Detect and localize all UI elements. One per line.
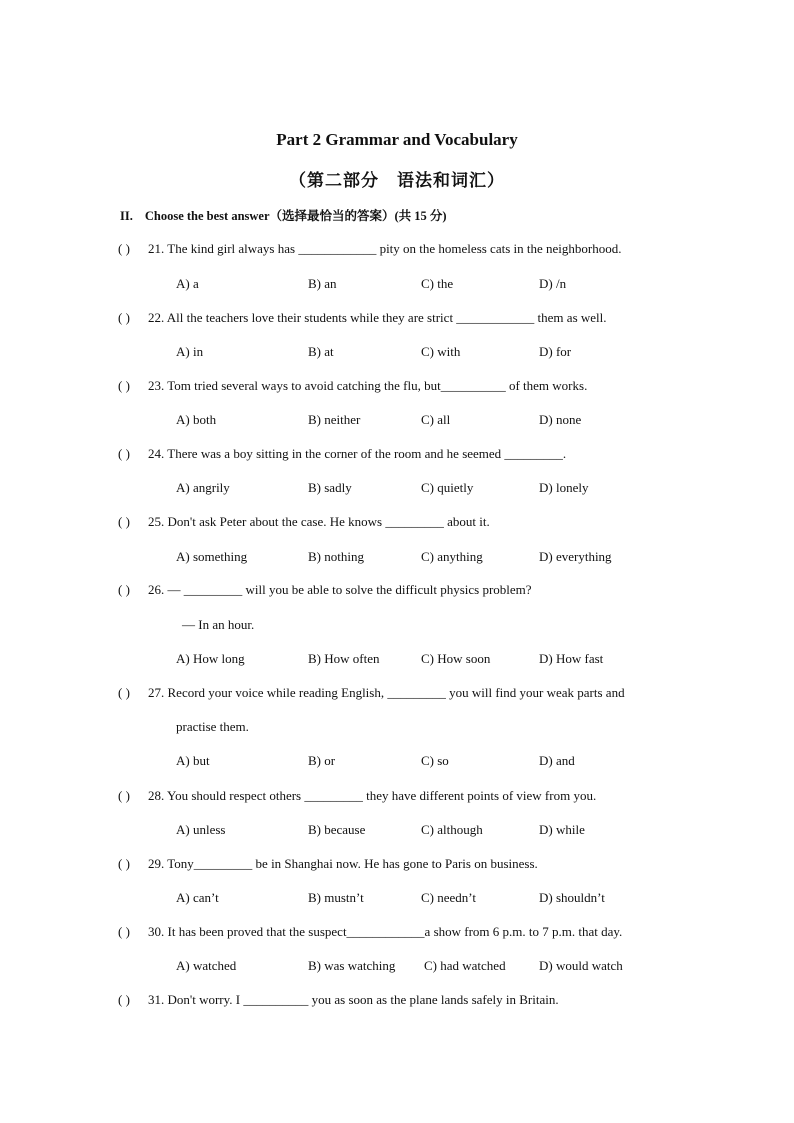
answer-paren: ( ) <box>118 685 130 700</box>
option-c: C) with <box>421 344 461 359</box>
option-c: C) How soon <box>421 651 491 666</box>
option-c: C) so <box>421 753 449 768</box>
question-continuation: practise them. <box>176 719 249 734</box>
option-d: D) How fast <box>539 651 604 666</box>
question-stem: 31. Don't worry. I __________ you as soon as the plane lands safely in Britain. <box>148 992 559 1007</box>
options-21 <box>176 276 696 294</box>
question-stem: 26. — _________ will you be able to solve the difficult physics problem? <box>148 582 532 597</box>
option-c: C) although <box>421 822 483 837</box>
option-b: B) because <box>308 822 366 837</box>
options-24 <box>176 480 696 498</box>
option-b: B) or <box>308 753 336 768</box>
option-d: D) /n <box>539 276 567 291</box>
option-b: B) an <box>308 276 337 291</box>
section-heading <box>120 206 447 224</box>
option-d: D) lonely <box>539 480 589 495</box>
option-c: C) quietly <box>421 480 474 495</box>
question-stem: 23. Tom tried several ways to avoid catching the flu, but__________ of them works. <box>148 378 588 393</box>
question-25 <box>118 514 490 530</box>
option-a: A) but <box>176 753 210 768</box>
options-27 <box>176 753 696 771</box>
question-28 <box>118 788 596 804</box>
option-a: A) a <box>176 276 199 291</box>
option-c: C) needn’t <box>421 890 476 905</box>
option-d: D) everything <box>539 549 612 564</box>
options-29 <box>176 890 696 908</box>
options-26 <box>176 651 696 669</box>
option-d: D) and <box>539 753 575 768</box>
options-30 <box>176 958 696 976</box>
answer-paren: ( ) <box>118 446 130 461</box>
question-stem: 25. Don't ask Peter about the case. He knows _________ about it. <box>148 514 490 529</box>
section-instructions: Choose the best answer（选择最恰当的答案）(共 15 分) <box>144 209 447 223</box>
question-21 <box>118 241 621 257</box>
question-23 <box>118 378 587 394</box>
option-c: C) all <box>421 412 451 427</box>
dialogue-response: — In an hour. <box>182 617 255 632</box>
answer-paren: ( ) <box>118 788 130 803</box>
question-stem: 24. There was a boy sitting in the corner of the room and he seemed _________. <box>148 446 567 461</box>
question-31 <box>118 992 559 1008</box>
page-title: Part 2 Grammar and Vocabulary <box>276 130 518 149</box>
option-b: B) at <box>308 344 334 359</box>
option-a: A) both <box>176 412 217 427</box>
answer-paren: ( ) <box>118 310 130 325</box>
option-d: D) for <box>539 344 572 359</box>
answer-paren: ( ) <box>118 582 130 597</box>
question-30 <box>118 924 622 940</box>
options-25 <box>176 549 696 567</box>
option-a: A) watched <box>176 958 237 973</box>
question-29 <box>118 856 538 872</box>
question-22 <box>118 310 607 326</box>
option-c: C) anything <box>421 549 483 564</box>
question-26 <box>118 582 532 598</box>
option-a: A) unless <box>176 822 226 837</box>
answer-paren: ( ) <box>118 992 130 1007</box>
options-23 <box>176 412 696 430</box>
option-b: B) was watching <box>308 958 396 973</box>
answer-paren: ( ) <box>118 514 130 529</box>
option-d: D) would watch <box>539 958 623 973</box>
option-a: A) something <box>176 549 248 564</box>
option-a: A) angrily <box>176 480 230 495</box>
option-a: A) How long <box>176 651 245 666</box>
option-d: D) shouldn’t <box>539 890 605 905</box>
question-27 <box>118 685 625 701</box>
option-a: A) in <box>176 344 204 359</box>
option-c: C) had watched <box>424 958 506 973</box>
question-stem: 29. Tony_________ be in Shanghai now. He has gone to Paris on business. <box>148 856 538 871</box>
option-b: B) How often <box>308 651 380 666</box>
question-stem: 22. All the teachers love their students while they are strict ____________ them as well. <box>148 310 607 325</box>
options-22 <box>176 344 696 362</box>
question-stem: 30. It has been proved that the suspect____________a show from 6 p.m. to 7 p.m. that day. <box>148 924 623 939</box>
option-b: B) mustn’t <box>308 890 364 905</box>
question-stem: 28. You should respect others _________ they have different points of view from you. <box>148 788 597 803</box>
option-b: B) sadly <box>308 480 352 495</box>
option-d: D) while <box>539 822 585 837</box>
question-24 <box>118 446 566 462</box>
option-b: B) nothing <box>308 549 364 564</box>
answer-paren: ( ) <box>118 378 130 393</box>
answer-paren: ( ) <box>118 856 130 871</box>
answer-paren: ( ) <box>118 241 130 256</box>
options-28 <box>176 822 696 840</box>
option-c: C) the <box>421 276 454 291</box>
option-a: A) can’t <box>176 890 219 905</box>
section-number: II. <box>120 209 133 223</box>
question-stem: 21. The kind girl always has ____________ pity on the homeless cats in the neighborhood. <box>148 241 622 256</box>
page-subtitle: （第二部分 语法和词汇） <box>289 171 505 190</box>
question-stem: 27. Record your voice while reading English, _________ you will find your weak parts and <box>148 685 625 700</box>
option-b: B) neither <box>308 412 361 427</box>
answer-paren: ( ) <box>118 924 130 939</box>
option-d: D) none <box>539 412 582 427</box>
